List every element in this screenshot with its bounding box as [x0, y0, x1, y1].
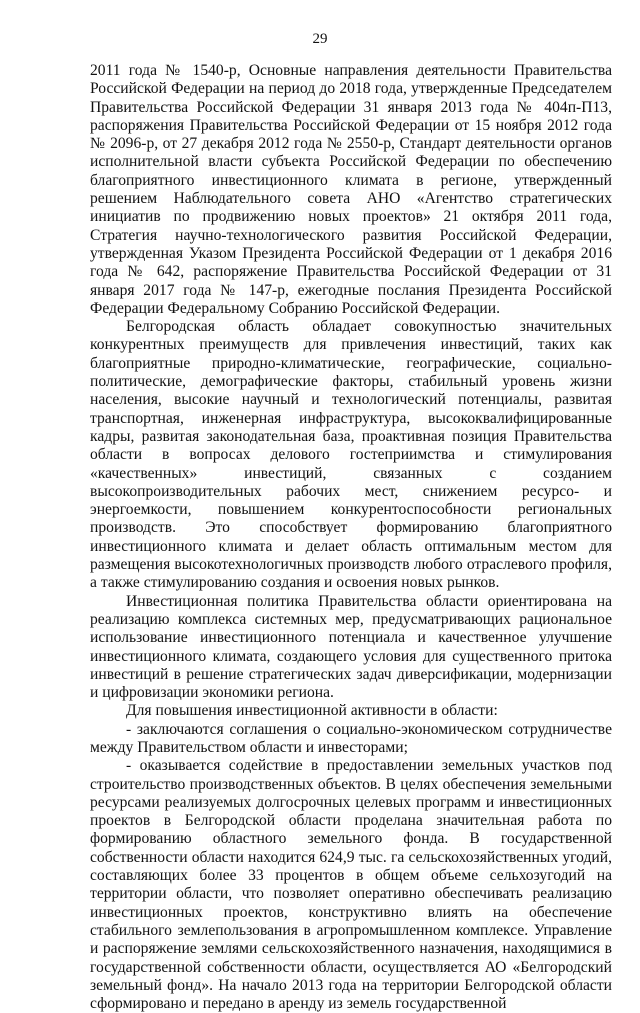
paragraph-land-support-item: - оказывается содействие в предоставлении земельных участков под строительство производственных объектов. В целях обеспечения земельными ресурсами реализуемых долгосрочных целевых программ и инвестиционных проектов в Белгородской области проделана значительная работа по формированию областного земельного фонда. В государственной собственности области находится 624,9 тыс. га сельскохозяйственных угодий, составляющих более 33 процентов в общем объеме сельхозугодий на территории области, что позволяет оперативно обеспечивать реализацию инвестиционных проектов, конструктивно влиять на обеспечение стабильного землепользования в агропромышленном комплексе. Управление и распоряжение землями сельскохозяйственного назначения, находящимися в государственной собственности области, осуществляется АО «Белгородский земельный фонд». На начало 2013 года на территории Белгородской области сформировано и передано в аренду из земель государственной	[90, 757, 612, 1013]
paragraph-legal-basis: 2011 года № 1540-р, Основные направления деятельности Правительства Российской Федерации на период до 2018 года, утвержденные Председателем Правительства Российской Федерации 31 января 2013 года № 404п-П13, распоряжения Правительства Российской Федерации от 15 ноября 2012 года № 2096-р, от 27 декабря 2012 года № 2550-р, Стандарт деятельности органов исполнительной власти субъекта Российской Федерации по обеспечению благоприятного инвестиционного климата в регионе, утвержденный решением Наблюдательного совета АНО «Агентство стратегических инициатив по продвижению новых проектов» 21 октября 2011 года, Стратегия научно-технологического развития Российской Федерации, утвержденная Указом Президента Российской Федерации от 1 декабря 2016 года № 642, распоряжение Правительства Российской Федерации от 31 января 2017 года № 147-р, ежегодные послания Президента Российской Федерации Федеральному Собранию Российской Федерации.	[90, 62, 612, 317]
paragraph-investment-policy: Инвестиционная политика Правительства области ориентирована на реализацию комплекса системных мер, предусматривающих рациональное использование инвестиционного потенциала и качественное улучшение инвестиционного климата, создающего условия для существенного притока инвестиций в решение стратегических задач диверсификации, модернизации и цифровизации экономики региона.	[90, 592, 612, 702]
body-text	[90, 62, 612, 1013]
page-number: 29	[312, 31, 328, 47]
paragraph-activity-intro: Для повышения инвестиционной активности в области:	[126, 702, 498, 720]
paragraph-agreements-item: - заключаются соглашения о социально-экономическом сотрудничестве между Правительством области и инвесторами;	[90, 720, 612, 756]
paragraph-competitive-advantages: Белгородская область обладает совокупностью значительных конкурентных преимуществ для привлечения инвестиций, таких как благоприятные природно-климатические, географические, социально-политические, демографические факторы, стабильный уровень жизни населения, высокие научный и технологический потенциалы, развитая транспортная, инженерная инфраструктура, высококвалифицированные кадры, развитая законодательная база, проактивная позиция Правительства области в вопросах делового гостеприимства и стимулирования «качественных» инвестиций, связанных с созданием высокопроизводительных рабочих мест, снижением ресурсо- и энергоемкости, повышением конкурентоспособности региональных производств. Это способствует формированию благоприятного инвестиционного климата и делает область оптимальным местом для размещения высокотехнологичных производств любого отраслевого профиля, а также стимулированию создания и освоения новых рынков.	[90, 318, 612, 592]
